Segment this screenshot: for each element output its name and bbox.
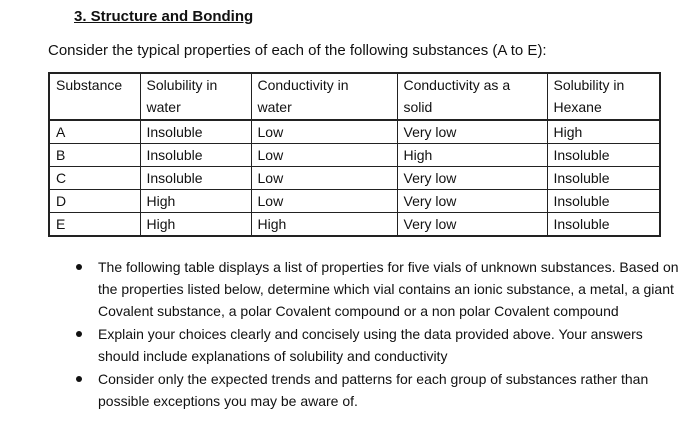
header-conductivity-solid: Conductivity as a solid <box>397 73 547 120</box>
table-cell: Insoluble <box>140 144 251 167</box>
table-header-row <box>49 73 660 120</box>
header-conductivity-water: Conductivity in water <box>251 73 397 120</box>
instructions-list <box>72 256 687 413</box>
table-cell: Low <box>251 144 397 167</box>
table-cell: D <box>49 190 140 213</box>
table-cell: Insoluble <box>547 190 660 213</box>
table-cell: Very low <box>397 213 547 237</box>
table-cell: Low <box>251 190 397 213</box>
bullet-dot-icon <box>76 376 82 382</box>
bullet-dot-icon <box>76 331 82 337</box>
table-cell: Insoluble <box>140 120 251 144</box>
table-row <box>49 144 660 167</box>
table-cell: Very low <box>397 190 547 213</box>
properties-table <box>48 72 661 237</box>
table-cell: E <box>49 213 140 237</box>
table-row <box>49 213 660 237</box>
table-row <box>49 120 660 144</box>
table-cell: Low <box>251 120 397 144</box>
table-cell: Low <box>251 167 397 190</box>
table-cell: Insoluble <box>140 167 251 190</box>
header-substance: Substance <box>49 73 140 120</box>
table-cell: High <box>251 213 397 237</box>
header-solubility-hexane: Solubility in Hexane <box>547 73 660 120</box>
bullet-text: Explain your choices clearly and concisely using the data provided above. Your answers should include explanations of solubility and conductivity <box>98 326 643 364</box>
table-cell: Insoluble <box>547 167 660 190</box>
table-row <box>49 167 660 190</box>
section-heading: 3. Structure and Bonding <box>74 8 254 25</box>
table-cell: High <box>140 190 251 213</box>
table-cell: B <box>49 144 140 167</box>
table-cell: High <box>397 144 547 167</box>
list-item <box>72 368 687 412</box>
table-cell: Insoluble <box>547 144 660 167</box>
table-row <box>49 190 660 213</box>
intro-text: Consider the typical properties of each of the following substances (A to E): <box>48 42 547 59</box>
table-cell: C <box>49 167 140 190</box>
list-item <box>72 323 687 367</box>
bullet-text: The following table displays a list of properties for five vials of unknown substances. Based on the properties listed below, determine which vial contains an ionic substance, a metal, a giant Covalent substance, a polar Covalent compound or a non polar Covalent compound <box>98 259 679 319</box>
table-cell: High <box>140 213 251 237</box>
list-item <box>72 256 687 322</box>
table-cell: A <box>49 120 140 144</box>
table-cell: Insoluble <box>547 213 660 237</box>
bullet-text: Consider only the expected trends and patterns for each group of substances rather than possible exceptions you may be aware of. <box>98 371 649 409</box>
header-solubility-water: Solubility in water <box>140 73 251 120</box>
table-cell: Very low <box>397 120 547 144</box>
table-cell: Very low <box>397 167 547 190</box>
bullet-dot-icon <box>76 264 82 270</box>
table-cell: High <box>547 120 660 144</box>
